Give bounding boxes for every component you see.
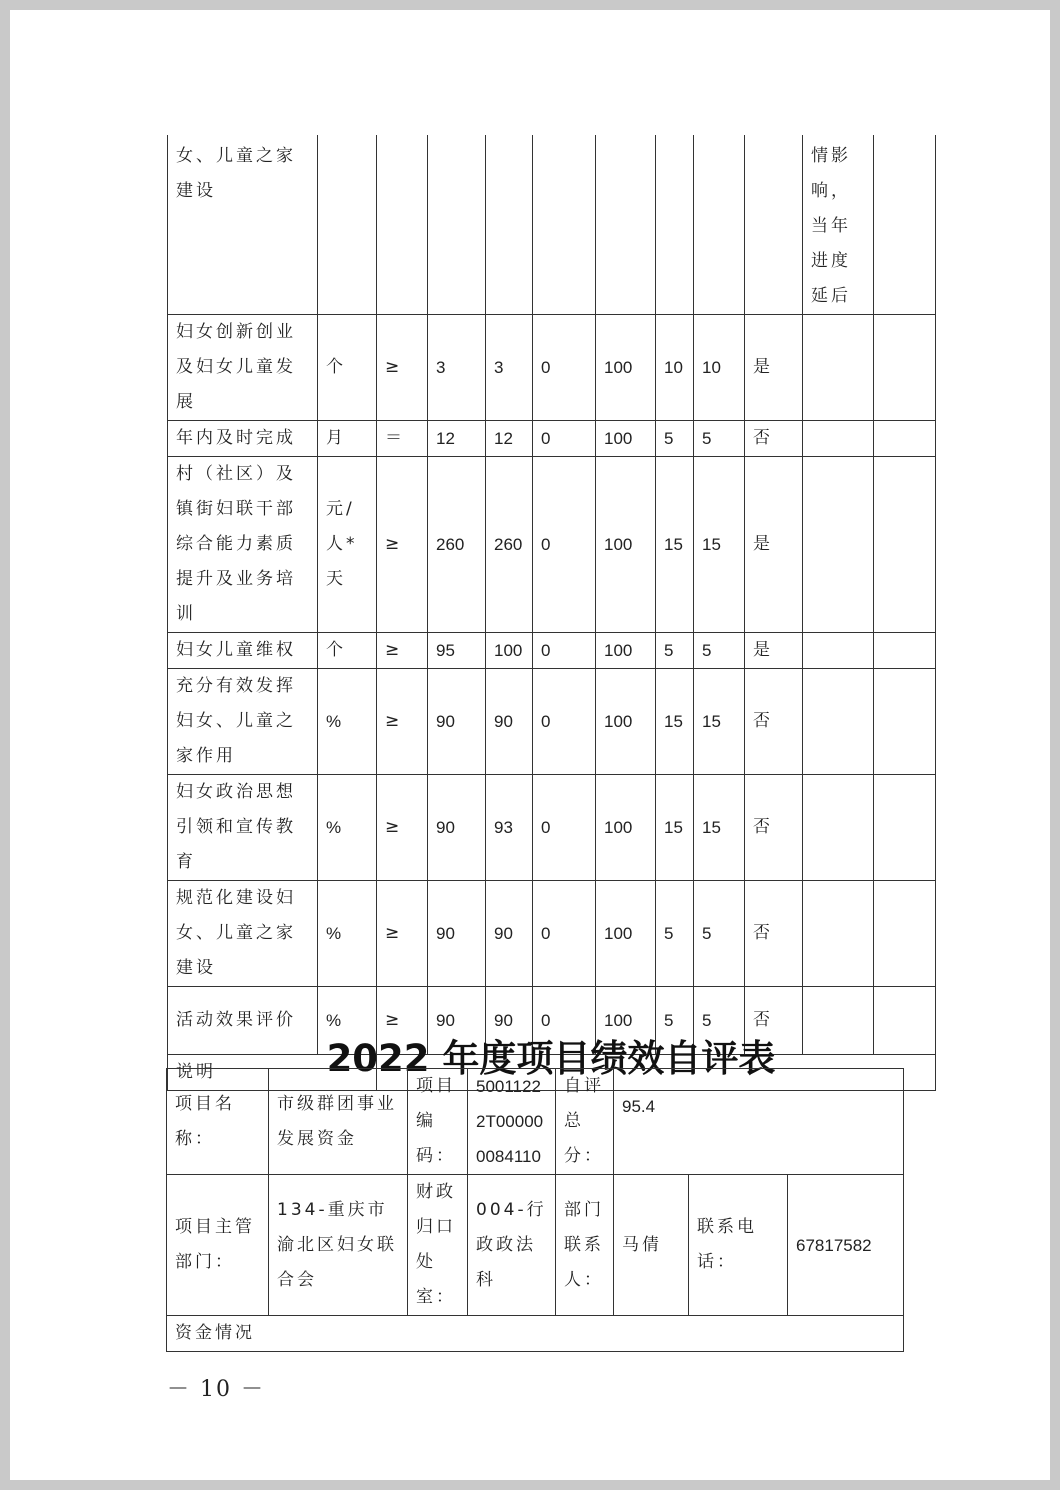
indicator-operator: ≥ (377, 987, 428, 1055)
table-row (167, 1175, 904, 1316)
indicator-name: 村（社区）及镇街妇联干部综合能力素质提升及业务培训 (168, 457, 318, 633)
empty-cell (803, 315, 874, 421)
indicator-score: 15 (694, 669, 745, 775)
indicator-col4: 100 (596, 457, 656, 633)
indicator-col4: 100 (596, 669, 656, 775)
document-page (10, 10, 1050, 1480)
project-eval-table (166, 1068, 904, 1352)
indicator-weight: 5 (656, 881, 694, 987)
empty-cell (874, 775, 936, 881)
indicator-col3: 0 (533, 881, 596, 987)
indicator-col3: 0 (533, 457, 596, 633)
table-row (168, 633, 936, 669)
contact-label: 部门联系人： (556, 1175, 614, 1316)
indicator-flag: 否 (745, 669, 803, 775)
empty-cell (803, 633, 874, 669)
indicator-score: 5 (694, 633, 745, 669)
indicator-name: 妇女创新创业及妇女儿童发展 (168, 315, 318, 421)
dept-value: 134-重庆市渝北区妇女联合会 (269, 1175, 408, 1316)
indicator-score: 10 (694, 315, 745, 421)
indicator-target: 3 (428, 315, 486, 421)
indicator-col3: 0 (533, 633, 596, 669)
indicator-operator: ≥ (377, 775, 428, 881)
indicator-unit: % (318, 881, 377, 987)
indicator-weight: 5 (656, 421, 694, 457)
empty-cell (745, 135, 803, 315)
empty-cell (377, 135, 428, 315)
table-row (167, 1069, 904, 1175)
indicator-operator: ≥ (377, 669, 428, 775)
indicator-name: 妇女政治思想引领和宣传教育 (168, 775, 318, 881)
indicator-weight: 5 (656, 987, 694, 1055)
indicator-weight: 15 (656, 775, 694, 881)
indicator-target: 95 (428, 633, 486, 669)
phone-value: 67817582 (788, 1175, 904, 1316)
indicator-weight: 15 (656, 669, 694, 775)
indicator-operator: ＝ (377, 421, 428, 457)
empty-cell (533, 135, 596, 315)
page-number: － 10 － (167, 1377, 265, 1402)
empty-cell (428, 135, 486, 315)
indicator-col3: 0 (533, 987, 596, 1055)
indicator-name: 妇女儿童维权 (168, 633, 318, 669)
empty-cell (874, 457, 936, 633)
indicator-name: 活动效果评价 (168, 987, 318, 1055)
finance-office-label: 财政归口处室： (408, 1175, 468, 1316)
indicator-score: 15 (694, 457, 745, 633)
table-row (168, 669, 936, 775)
project-code-value: 50011222T000000084110 (468, 1069, 556, 1175)
indicator-name: 充分有效发挥妇女、儿童之家作用 (168, 669, 318, 775)
indicator-weight: 15 (656, 457, 694, 633)
indicator-actual: 100 (486, 633, 533, 669)
indicator-col4: 100 (596, 775, 656, 881)
table-row (168, 457, 936, 633)
indicator-unit: % (318, 669, 377, 775)
indicator-actual: 90 (486, 987, 533, 1055)
indicator-col4: 100 (596, 421, 656, 457)
indicator-target: 260 (428, 457, 486, 633)
indicator-actual: 93 (486, 775, 533, 881)
indicator-operator: ≥ (377, 457, 428, 633)
indicator-actual: 3 (486, 315, 533, 421)
indicator-unit: 个 (318, 633, 377, 669)
table-row (167, 1316, 904, 1352)
indicator-unit: % (318, 987, 377, 1055)
project-name-label: 项目名称： (167, 1069, 269, 1175)
indicator-target: 90 (428, 987, 486, 1055)
indicator-actual: 260 (486, 457, 533, 633)
empty-cell (874, 315, 936, 421)
total-score-value: 95.4 (614, 1069, 904, 1175)
contact-value: 马倩 (614, 1175, 689, 1316)
empty-cell (874, 881, 936, 987)
indicator-operator: ≥ (377, 315, 428, 421)
indicator-actual: 90 (486, 669, 533, 775)
indicator-col3: 0 (533, 421, 596, 457)
indicator-flag: 是 (745, 457, 803, 633)
indicator-score: 5 (694, 987, 745, 1055)
project-name-value: 市级群团事业发展资金 (269, 1069, 408, 1175)
empty-cell (656, 135, 694, 315)
project-code-label: 项目编码： (408, 1069, 468, 1175)
indicator-flag: 是 (745, 633, 803, 669)
indicator-col4: 100 (596, 987, 656, 1055)
empty-cell (486, 135, 533, 315)
dept-label: 项目主管部门： (167, 1175, 269, 1316)
remark-label: 说明 (168, 1055, 377, 1091)
empty-cell (874, 633, 936, 669)
empty-cell (694, 135, 745, 315)
indicator-flag: 否 (745, 421, 803, 457)
funds-section-label: 资金情况 (167, 1316, 904, 1352)
indicator-flag: 否 (745, 881, 803, 987)
indicator-name: 年内及时完成 (168, 421, 318, 457)
empty-cell (803, 881, 874, 987)
table-row (168, 135, 936, 315)
indicator-operator: ≥ (377, 881, 428, 987)
indicator-name: 女、儿童之家建设 (168, 135, 318, 315)
indicator-unit: 个 (318, 315, 377, 421)
empty-cell (596, 135, 656, 315)
indicator-name: 规范化建设妇女、儿童之家建设 (168, 881, 318, 987)
table-row (168, 881, 936, 987)
empty-cell (874, 421, 936, 457)
indicator-col3: 0 (533, 775, 596, 881)
empty-cell (874, 669, 936, 775)
empty-cell (874, 135, 936, 315)
table-row (168, 315, 936, 421)
table-row (168, 775, 936, 881)
indicator-weight: 10 (656, 315, 694, 421)
indicator-operator: ≥ (377, 633, 428, 669)
indicator-score: 5 (694, 421, 745, 457)
empty-cell (803, 457, 874, 633)
indicator-target: 90 (428, 881, 486, 987)
indicator-note: 情影响，当年进度延后 (803, 135, 874, 315)
performance-indicators-table (167, 135, 936, 1091)
indicator-col4: 100 (596, 881, 656, 987)
indicator-weight: 5 (656, 633, 694, 669)
page-title: 2022 年度项目绩效自评表 (326, 1037, 776, 1080)
indicator-score: 5 (694, 881, 745, 987)
indicator-actual: 90 (486, 881, 533, 987)
table-row (168, 421, 936, 457)
empty-cell (318, 135, 377, 315)
indicator-flag: 是 (745, 315, 803, 421)
indicator-col4: 100 (596, 633, 656, 669)
indicator-unit: 月 (318, 421, 377, 457)
indicator-target: 90 (428, 669, 486, 775)
indicator-target: 12 (428, 421, 486, 457)
phone-label: 联系电话： (689, 1175, 788, 1316)
indicator-score: 15 (694, 775, 745, 881)
indicator-col4: 100 (596, 315, 656, 421)
indicator-unit: 元/人*天 (318, 457, 377, 633)
finance-office-value: 004-行政政法科 (468, 1175, 556, 1316)
indicator-col3: 0 (533, 669, 596, 775)
indicator-flag: 否 (745, 775, 803, 881)
indicator-target: 90 (428, 775, 486, 881)
indicator-unit: % (318, 775, 377, 881)
total-score-label: 自评总分： (556, 1069, 614, 1175)
empty-cell (803, 669, 874, 775)
empty-cell (803, 421, 874, 457)
indicator-col3: 0 (533, 315, 596, 421)
indicator-flag: 否 (745, 987, 803, 1055)
empty-cell (803, 775, 874, 881)
indicator-actual: 12 (486, 421, 533, 457)
